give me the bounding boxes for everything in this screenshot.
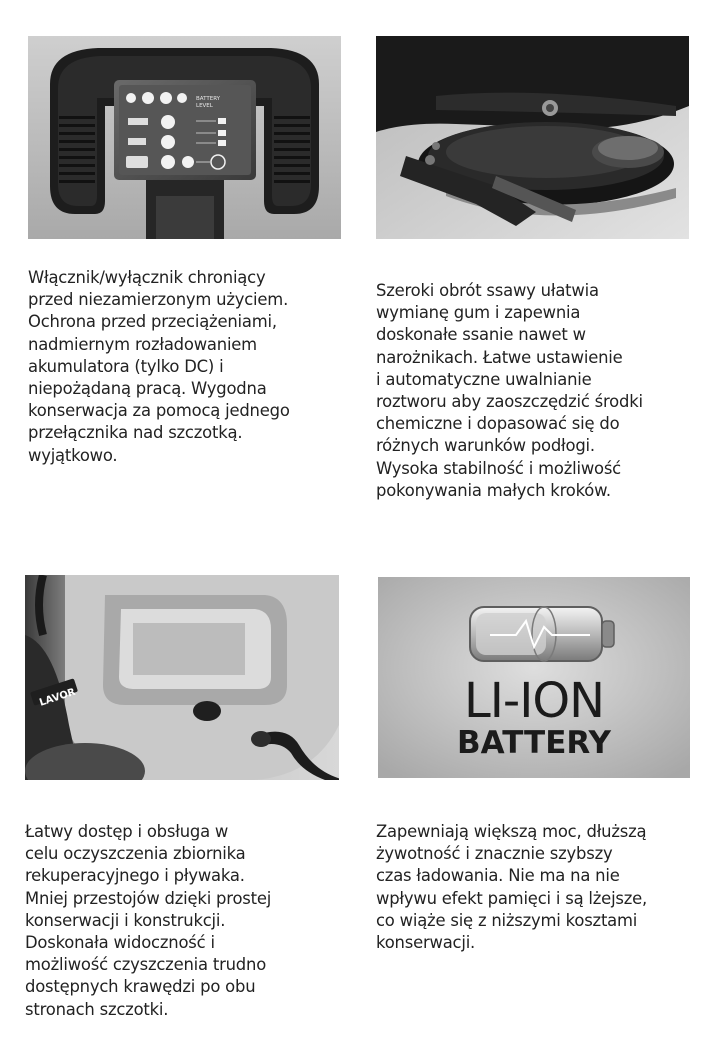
battery-title-line2: BATTERY [456,725,612,761]
panel-label-line1: BATTERY [196,96,221,102]
brand-label: LAVOR [38,686,77,709]
battery-photo [378,577,690,778]
panel-2-description: Szeroki obrót ssawy ułatwia wymianę gum i zapewnia doskonałe ssanie nawet w narożnikach. Łatwe ustawienie i automatyczne uwalnianie roztworu aby zaoszczędzić środki chemiczne i dopasować się do różnych warunków podłogi. Wysoka stabilność i możliwość pokonywania małych kroków. [376,281,643,500]
panel-3-description: Łatwy dostęp i obsługa w celu oczyszczenia zbiornika rekuperacyjnego i pływaka. Mniej przestojów dzięki prostej konserwacji i konstrukcji. Doskonała widoczność i możliwość czyszczenia trudno dostępnych krawędzi po obu stronach szczotki. [25,822,272,1019]
panel-4-description: Zapewniają większą moc, dłuższą żywotność i znacznie szybszy czas ładowania. Nie ma na nie wpływu efekt pamięci i są lżejsze, co wiąże się z niższymi kosztami konserwacji. [376,822,648,953]
battery-icon [470,607,614,661]
panel-1-description: Włącznik/wyłącznik chroniący przed niezamierzonym użyciem. Ochrona przed przeciążeniami, nadmiernym rozładowaniem akumulatora (tylko DC) i niepożądaną pracą. Wygodna konserwacja za pomocą jednego przełącznika nad szczotką. wyjątkowo. [28,268,290,465]
squeegee-photo [376,36,689,239]
control-panel-photo [28,36,341,239]
panel-label-line2: LEVEL [196,103,213,109]
recovery-tank-photo [25,575,339,780]
battery-title-line1: LI-ION [463,673,605,729]
